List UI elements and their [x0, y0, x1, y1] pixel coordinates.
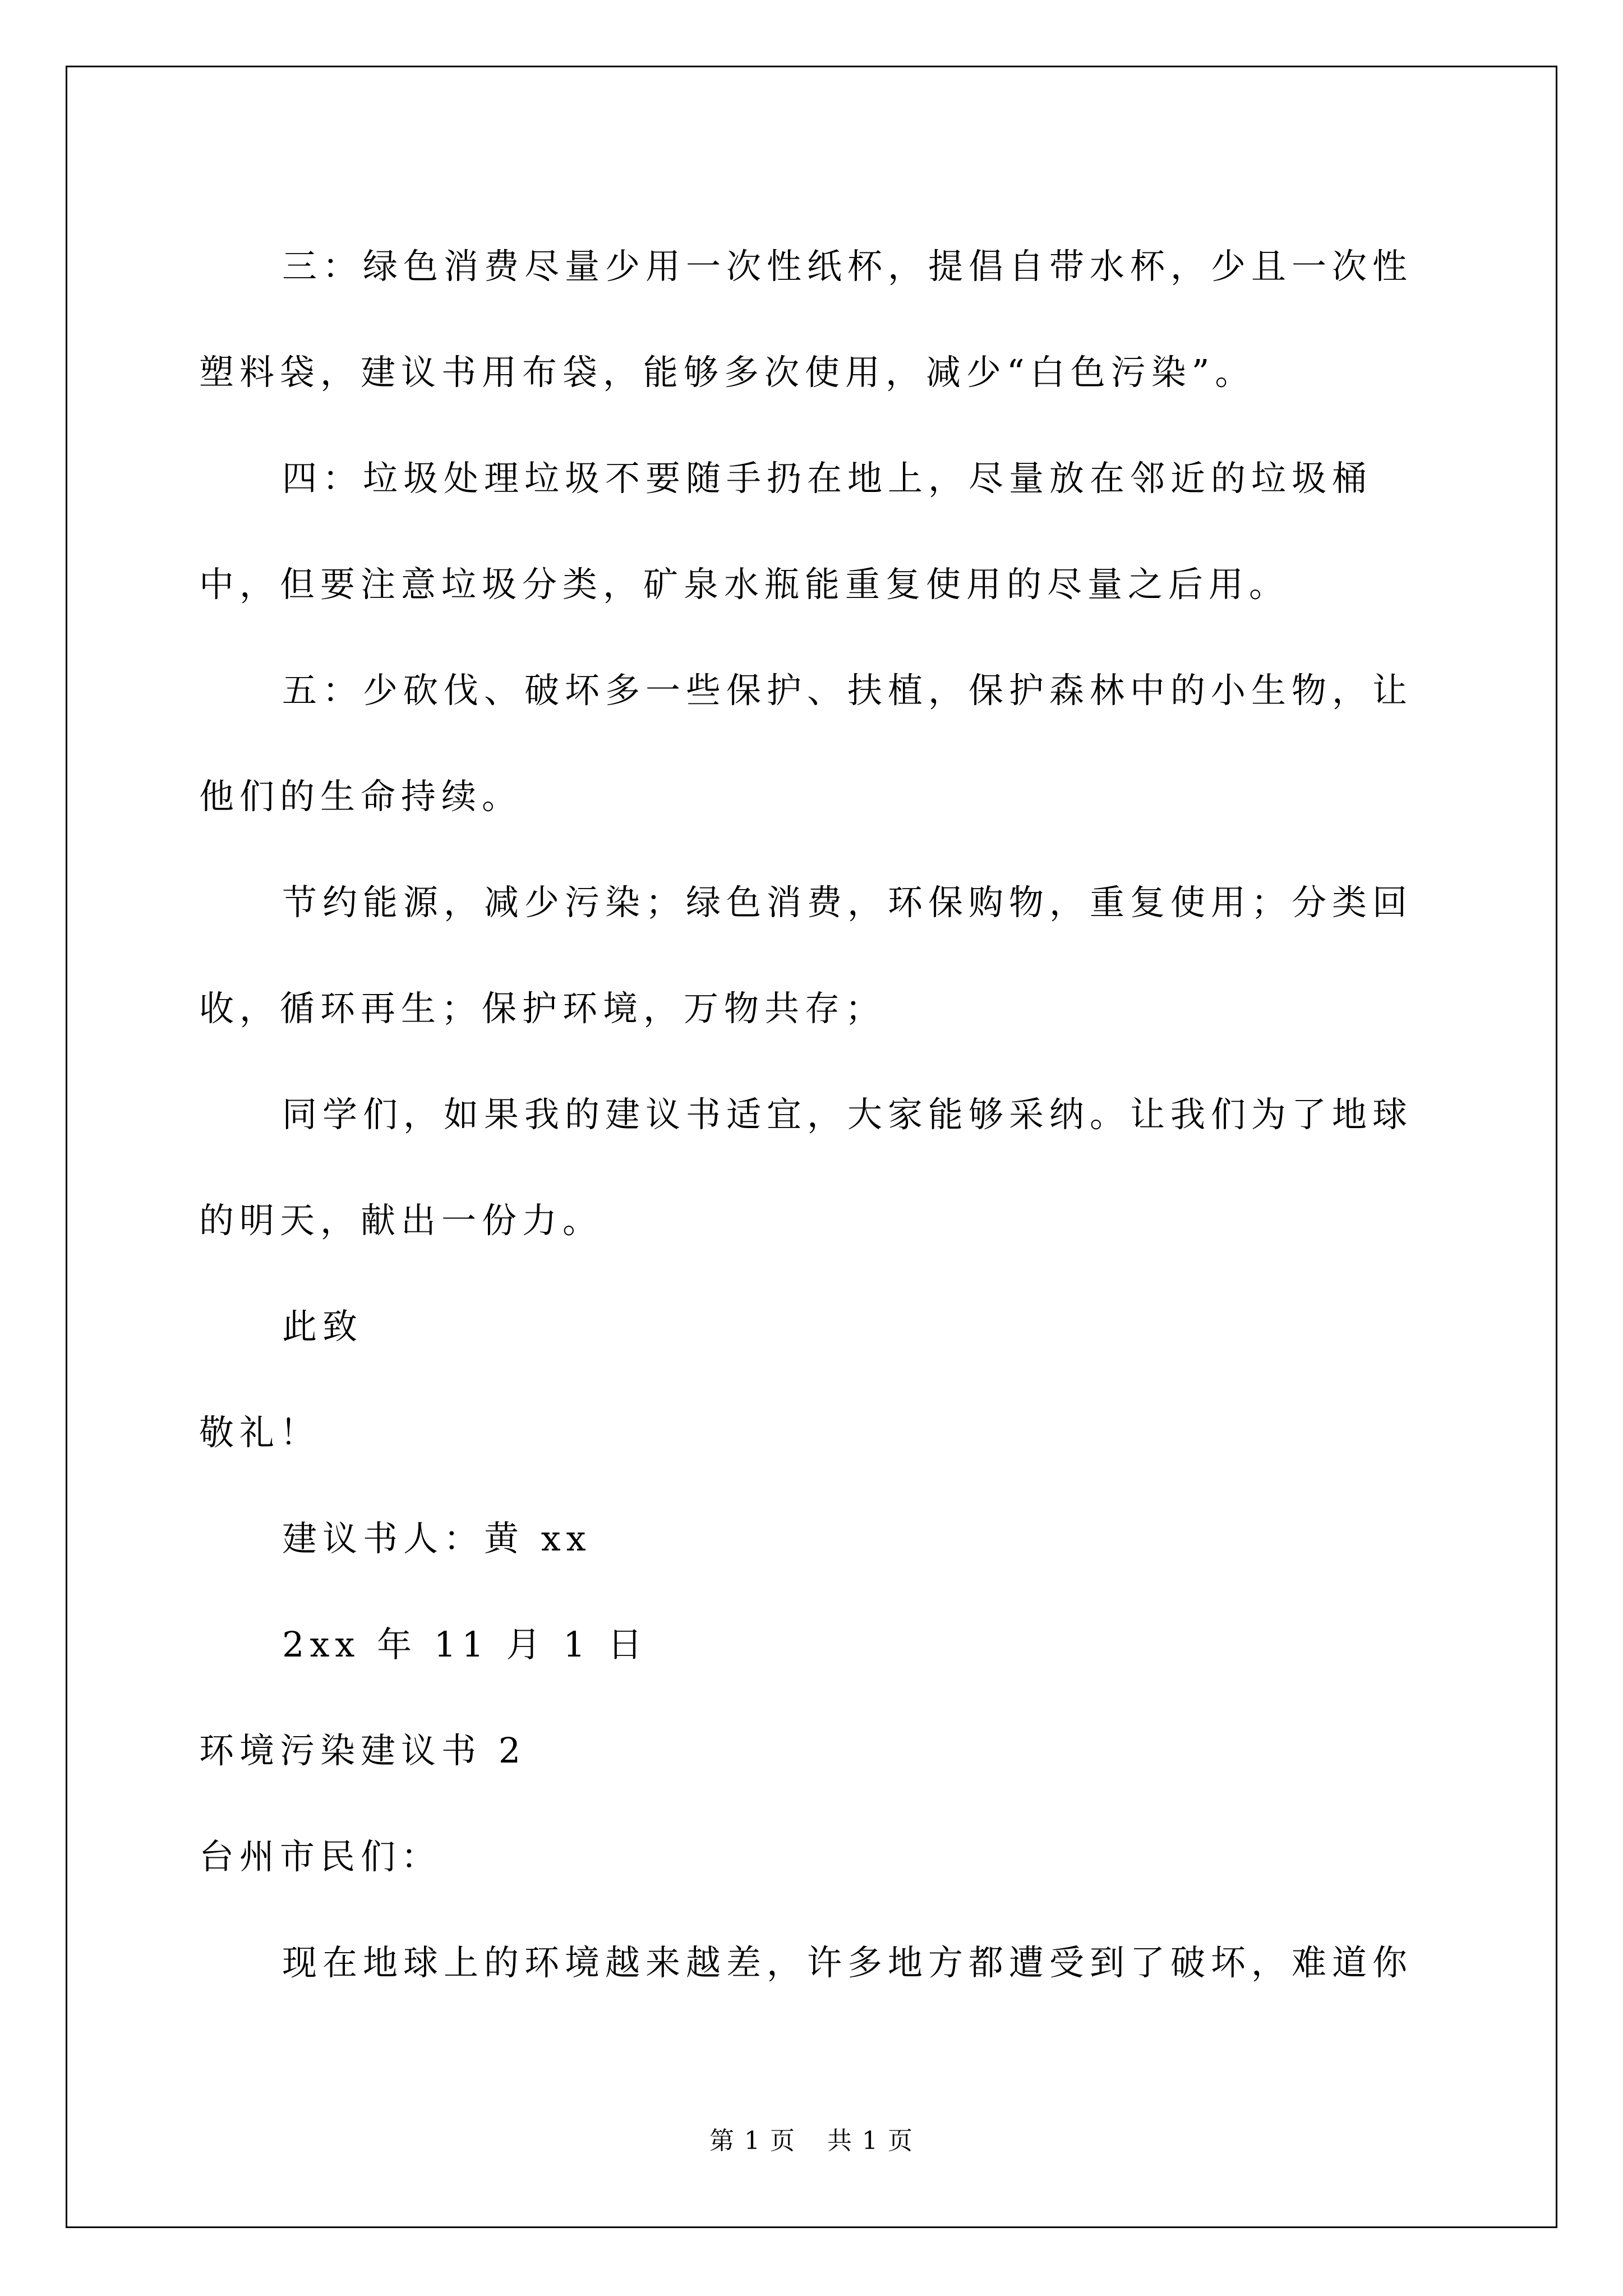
- page-number-total: 共 1 页: [827, 2127, 914, 2155]
- paragraph-forest-protection: 五：少砍伐、破坏多一些保护、扶植，保护森林中的小生物，让他们的生命持续。: [199, 670, 1413, 817]
- date-text: 2xx 年 11 月 1 日: [282, 1624, 648, 1665]
- signer-text: 建议书人：黄 xx: [282, 1518, 592, 1559]
- section-title: 环境污染建议书 2: [199, 1730, 527, 1771]
- page-number-current: 第 1 页: [709, 2127, 796, 2155]
- page-footer: [0, 2120, 1623, 2156]
- addressee-text: 台州市民们：: [199, 1836, 442, 1877]
- paragraph-green-consumption: 三：绿色消费尽量少用一次性纸杯，提倡自带水杯，少且一次性塑料袋，建议书用布袋，能够多次使用，减少“白色污染”。: [199, 246, 1413, 393]
- closing-text: 此致: [282, 1306, 363, 1347]
- salute-text: 敬礼！: [199, 1412, 321, 1453]
- paragraph-garbage-disposal: 四：垃圾处理垃圾不要随手扔在地上，尽量放在邻近的垃圾桶中，但要注意垃圾分类，矿泉水瓶能重复使用的尽量之后用。: [199, 458, 1373, 605]
- paragraph-environment-intro: 现在地球上的环境越来越差，许多地方都遭受到了破坏，难道你: [282, 1942, 1413, 1983]
- document-body: [199, 213, 1427, 2016]
- paragraph-slogans: 节约能源，减少污染；绿色消费，环保购物，重复使用；分类回收，循环再生；保护环境，万物共存；: [199, 882, 1413, 1029]
- paragraph-appeal: 同学们，如果我的建议书适宜，大家能够采纳。让我们为了地球的明天，献出一份力。: [199, 1094, 1413, 1241]
